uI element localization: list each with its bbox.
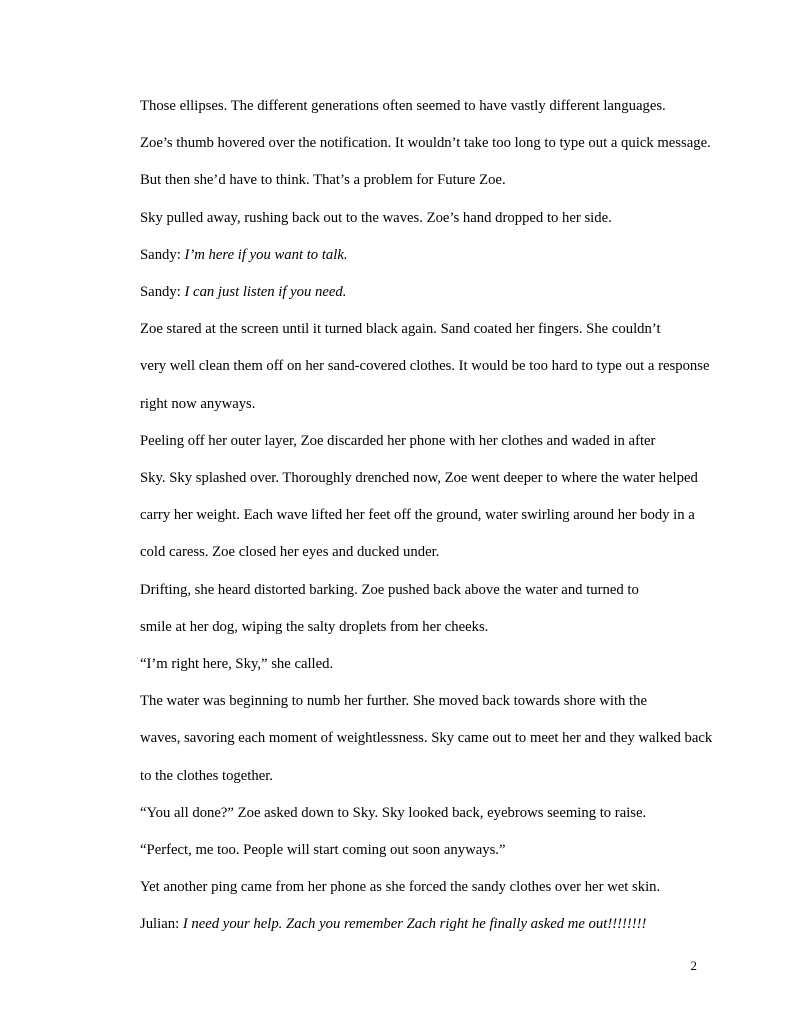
text-line: Sky pulled away, rushing back out to the waves. Zoe’s hand dropped to her side. <box>140 209 612 226</box>
text-line: right now anyways. <box>140 395 256 412</box>
paragraph-8 <box>93 646 705 683</box>
text-line: “You all done?” Zoe asked down to Sky. Sky looked back, eyebrows seeming to raise. <box>140 804 647 821</box>
manuscript-page <box>93 88 713 944</box>
message-speaker: Julian: <box>140 916 183 933</box>
text-line: Sky. Sky splashed over. Thoroughly drenched now, Zoe went deeper to where the water helped <box>140 470 698 487</box>
page-number: 2 <box>690 958 697 973</box>
text-line: “Perfect, me too. People will start coming out soon anyways.” <box>140 842 506 859</box>
paragraph-5 <box>93 311 710 423</box>
text-line <box>93 237 705 274</box>
message-text: I can just listen if you need. <box>184 284 347 301</box>
message-text: I’m here if you want to talk. <box>184 246 348 263</box>
text-line: “I’m right here, Sky,” she called. <box>140 656 334 673</box>
paragraph-9 <box>93 683 713 795</box>
text-line <box>93 906 705 943</box>
text-line: Those ellipses. The different generations often seemed to have vastly different languages. <box>140 98 666 114</box>
text-message-sandy-2 <box>93 274 705 311</box>
text-message-sandy-1 <box>93 237 705 274</box>
text-line <box>93 274 705 311</box>
paragraph-1 <box>93 88 711 200</box>
text-line: The water was beginning to numb her further. She moved back towards shore with the <box>140 693 647 710</box>
paragraph-2 <box>93 200 705 237</box>
paragraph-11 <box>93 869 705 906</box>
text-line: to the clothes together. <box>140 767 273 784</box>
text-line: Peeling off her outer layer, Zoe discarded her phone with her clothes and waded in after <box>140 432 656 449</box>
text-line: Drifting, she heard distorted barking. Zoe pushed back above the water and turned to <box>140 581 639 598</box>
text-line: Yet another ping came from her phone as she forced the sandy clothes over her wet skin. <box>140 879 661 896</box>
text-line: Zoe’s thumb hovered over the notification. It wouldn’t take too long to type out a quick message. <box>140 135 711 152</box>
text-line: But then she’d have to think. That’s a problem for Future Zoe. <box>140 172 506 189</box>
paragraph-6 <box>93 423 705 572</box>
message-speaker: Sandy: <box>140 284 185 301</box>
text-line: very well clean them off on her sand-covered clothes. It would be too hard to type out a response <box>140 358 710 375</box>
text-line: waves, savoring each moment of weightlessness. Sky came out to meet her and they walked back <box>140 730 713 747</box>
message-text: I need your help. Zach you remember Zach right he finally asked me out!!!!!!!! <box>182 916 647 933</box>
text-line: smile at her dog, wiping the salty droplets from her cheeks. <box>140 618 489 635</box>
paragraph-7 <box>93 572 705 646</box>
paragraph-10 <box>93 795 705 869</box>
text-message-julian <box>93 906 705 943</box>
message-speaker: Sandy: <box>140 246 185 263</box>
text-line: carry her weight. Each wave lifted her feet off the ground, water swirling around her body in a <box>140 507 695 524</box>
text-line: cold caress. Zoe closed her eyes and ducked under. <box>140 544 440 561</box>
text-line: Zoe stared at the screen until it turned black again. Sand coated her fingers. She couldn’t <box>140 321 661 338</box>
